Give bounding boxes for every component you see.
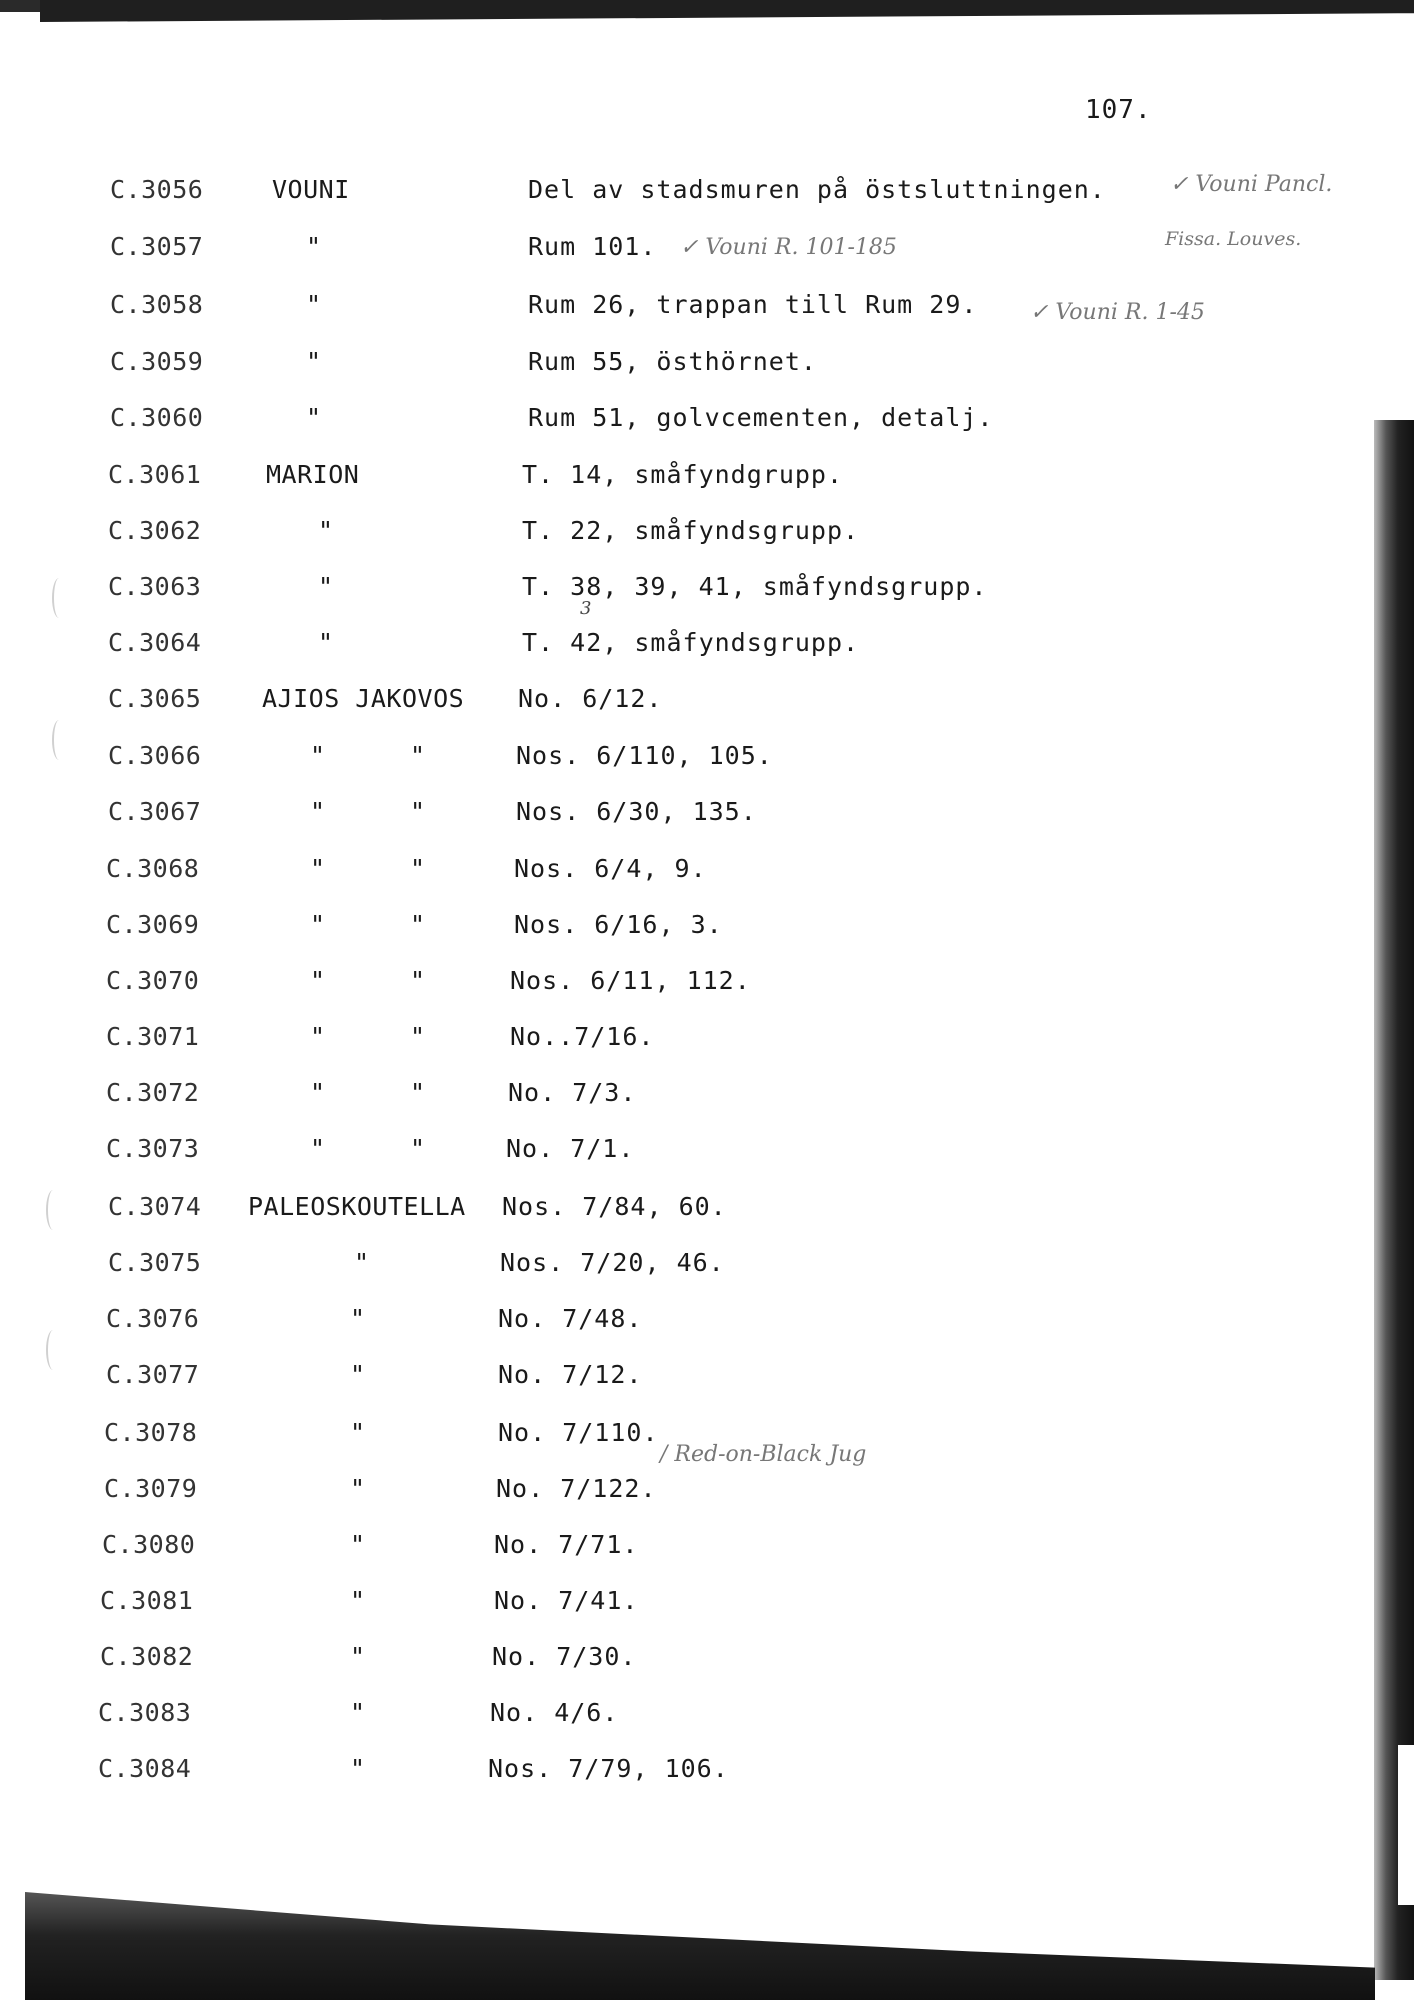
- handwritten-note: ✓ Vouni R. 101-185: [680, 235, 897, 260]
- catalog-number: C.3078: [104, 1418, 198, 1447]
- site-name: ": [310, 1022, 326, 1051]
- entry-description: Rum 51, golvcementen, detalj.: [528, 403, 994, 432]
- list-item: [0, 1134, 1414, 1174]
- entry-description: No. 7/3.: [508, 1078, 637, 1107]
- catalog-number: C.3077: [106, 1360, 200, 1389]
- ditto-mark: ": [410, 797, 426, 826]
- entry-description: T. 38, 39, 41, småfyndsgrupp.: [522, 572, 988, 601]
- list-item: [0, 403, 1414, 443]
- catalog-number: C.3074: [108, 1192, 202, 1221]
- catalog-number: C.3056: [110, 175, 204, 204]
- handwritten-note: ✓ Vouni R. 1-45: [1030, 300, 1205, 325]
- catalog-number: C.3084: [98, 1754, 192, 1783]
- entry-description: Nos. 7/79, 106.: [488, 1754, 729, 1783]
- list-item: [0, 572, 1414, 612]
- site-name: ": [310, 854, 326, 883]
- catalog-number: C.3073: [106, 1134, 200, 1163]
- entry-description: No. 4/6.: [490, 1698, 619, 1727]
- list-item: [0, 1192, 1414, 1232]
- catalog-number: C.3057: [110, 232, 204, 261]
- handwritten-note: ✓ Vouni Pancl.: [1170, 172, 1333, 197]
- site-name: ": [310, 910, 326, 939]
- catalog-number: C.3062: [108, 516, 202, 545]
- catalog-number: C.3065: [108, 684, 202, 713]
- catalog-number: C.3080: [102, 1530, 196, 1559]
- catalog-number: C.3066: [108, 741, 202, 770]
- catalog-number: C.3063: [108, 572, 202, 601]
- ditto-mark: ": [410, 1022, 426, 1051]
- ditto-mark: ": [410, 1134, 426, 1163]
- catalog-number: C.3070: [106, 966, 200, 995]
- entry-description: Nos. 7/84, 60.: [502, 1192, 727, 1221]
- catalog-number: C.3058: [110, 290, 204, 319]
- entry-description: Nos. 6/16, 3.: [514, 910, 723, 939]
- list-item: [0, 1698, 1414, 1738]
- scan-top-shadow: [40, 0, 1414, 22]
- site-name: ": [310, 1078, 326, 1107]
- site-name: ": [350, 1418, 366, 1447]
- entry-description: Rum 55, östhörnet.: [528, 347, 817, 376]
- entry-description: No. 7/71.: [494, 1530, 639, 1559]
- site-name: ": [306, 347, 322, 376]
- site-name: AJIOS JAKOVOS: [262, 684, 465, 713]
- catalog-number: C.3083: [98, 1698, 192, 1727]
- list-item: [0, 628, 1414, 668]
- entry-description: T. 14, småfyndgrupp.: [522, 460, 844, 489]
- catalog-number: C.3069: [106, 910, 200, 939]
- site-name: PALEOSKOUTELLA: [248, 1192, 466, 1221]
- list-item: [0, 516, 1414, 556]
- handwritten-note: / Red-on-Black Jug: [660, 1442, 867, 1467]
- site-name: ": [354, 1248, 370, 1277]
- entry-description: T. 42, småfyndsgrupp.: [522, 628, 860, 657]
- entry-description: Del av stadsmuren på östsluttningen.: [528, 175, 1106, 204]
- list-item: [0, 1530, 1414, 1570]
- entry-description: Nos. 6/110, 105.: [516, 741, 773, 770]
- entry-description: Nos. 7/20, 46.: [500, 1248, 725, 1277]
- catalog-number: C.3076: [106, 1304, 200, 1333]
- ditto-mark: ": [410, 854, 426, 883]
- list-item: [0, 741, 1414, 781]
- entry-description: No. 7/110.: [498, 1418, 659, 1447]
- site-name: ": [318, 516, 334, 545]
- ditto-mark: ": [410, 910, 426, 939]
- handwritten-correction: 3: [580, 598, 592, 619]
- catalog-number: C.3082: [100, 1642, 194, 1671]
- list-item: [0, 854, 1414, 894]
- catalog-number: C.3059: [110, 347, 204, 376]
- scan-bottom-border: [25, 1892, 1375, 2000]
- list-item: [0, 1248, 1414, 1288]
- ditto-mark: ": [410, 741, 426, 770]
- site-name: ": [318, 628, 334, 657]
- list-item: [0, 1586, 1414, 1626]
- site-name: ": [350, 1474, 366, 1503]
- list-item: [0, 1754, 1414, 1794]
- catalog-number: C.3072: [106, 1078, 200, 1107]
- site-name: ": [310, 1134, 326, 1163]
- catalog-number: C.3068: [106, 854, 200, 883]
- catalog-number: C.3071: [106, 1022, 200, 1051]
- catalog-number: C.3061: [108, 460, 202, 489]
- site-name: ": [350, 1530, 366, 1559]
- entry-description: No. 7/1.: [506, 1134, 635, 1163]
- ditto-mark: ": [410, 1078, 426, 1107]
- site-name: ": [306, 403, 322, 432]
- site-name: VOUNI: [272, 175, 350, 204]
- site-name: ": [350, 1586, 366, 1615]
- entry-description: No. 7/30.: [492, 1642, 637, 1671]
- entry-description: T. 22, småfyndsgrupp.: [522, 516, 860, 545]
- site-name: ": [350, 1754, 366, 1783]
- entry-description: Rum 26, trappan till Rum 29.: [528, 290, 978, 319]
- list-item: [0, 797, 1414, 837]
- entry-description: Rum 101.: [528, 232, 657, 261]
- list-item: [0, 910, 1414, 950]
- page-number: 107.: [1085, 95, 1152, 125]
- site-name: ": [350, 1642, 366, 1671]
- entry-description: Nos. 6/4, 9.: [514, 854, 707, 883]
- list-item: [0, 1022, 1414, 1062]
- entry-description: Nos. 6/11, 112.: [510, 966, 751, 995]
- list-item: [0, 460, 1414, 500]
- list-item: [0, 1474, 1414, 1514]
- site-name: ": [306, 232, 322, 261]
- entry-description: Nos. 6/30, 135.: [516, 797, 757, 826]
- list-item: [0, 1642, 1414, 1682]
- list-item: [0, 1078, 1414, 1118]
- site-name: ": [350, 1360, 366, 1389]
- site-name: MARION: [266, 460, 360, 489]
- list-item: [0, 684, 1414, 724]
- list-item: [0, 347, 1414, 387]
- site-name: ": [350, 1304, 366, 1333]
- entry-description: No. 7/41.: [494, 1586, 639, 1615]
- ditto-mark: ": [410, 966, 426, 995]
- site-name: ": [350, 1698, 366, 1727]
- site-name: ": [310, 966, 326, 995]
- list-item: [0, 966, 1414, 1006]
- site-name: ": [318, 572, 334, 601]
- entry-description: No. 7/48.: [498, 1304, 643, 1333]
- entry-description: No. 7/122.: [496, 1474, 657, 1503]
- entry-description: No. 7/12.: [498, 1360, 643, 1389]
- list-item: [0, 1360, 1414, 1400]
- site-name: ": [310, 741, 326, 770]
- list-item: [0, 1304, 1414, 1344]
- catalog-number: C.3081: [100, 1586, 194, 1615]
- catalog-number: C.3079: [104, 1474, 198, 1503]
- site-name: ": [310, 797, 326, 826]
- catalog-number: C.3075: [108, 1248, 202, 1277]
- catalog-number: C.3064: [108, 628, 202, 657]
- handwritten-note: Fissa. Louves.: [1165, 228, 1302, 250]
- entry-description: No. 6/12.: [518, 684, 663, 713]
- catalog-number: C.3060: [110, 403, 204, 432]
- catalog-number: C.3067: [108, 797, 202, 826]
- entry-description: No..7/16.: [510, 1022, 655, 1051]
- site-name: ": [306, 290, 322, 319]
